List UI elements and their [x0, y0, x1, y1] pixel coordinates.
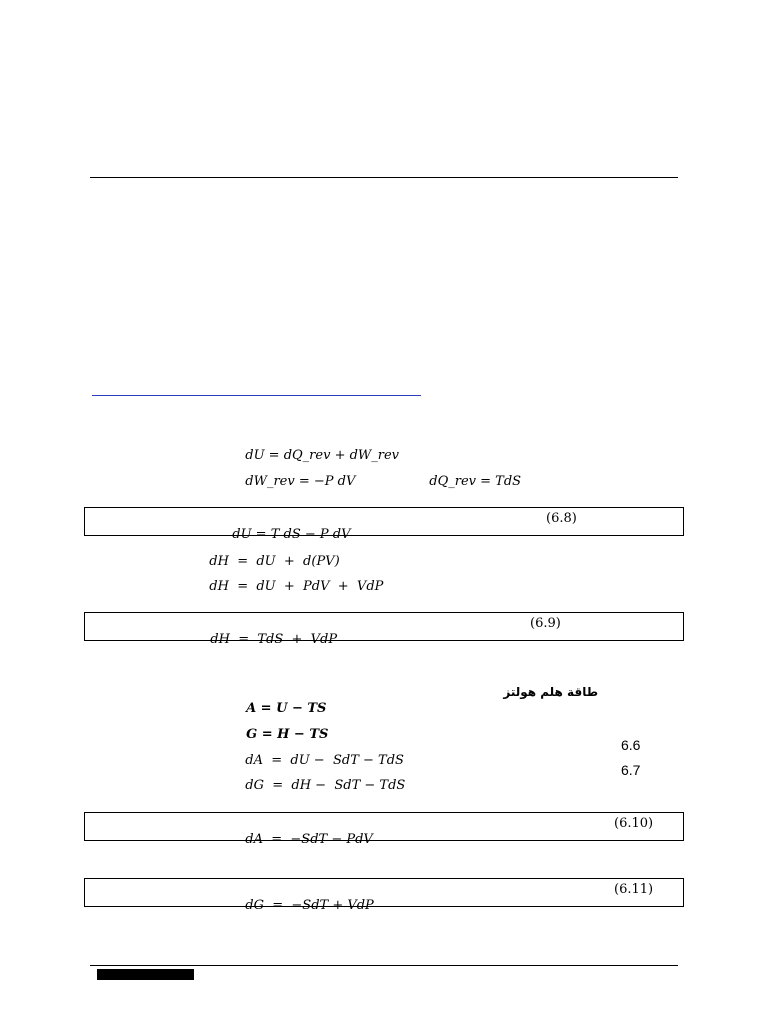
- equation-number-6-10: (6.10): [614, 816, 654, 831]
- header-rule: [90, 177, 678, 178]
- equation-text: dG = −SdT + VdP: [245, 898, 374, 913]
- boxed-equation-6-11: [84, 878, 684, 907]
- equation-dg-final: [237, 882, 374, 914]
- equation-text: dH = TdS + VdP: [210, 632, 338, 647]
- equation-dq-rev: [421, 458, 521, 490]
- equation-text: dH = dU + d(PV): [209, 554, 340, 569]
- equation-text: dG = dH − SdT − TdS: [245, 778, 406, 793]
- helmholtz-label: طاقة هلم هولتز: [503, 685, 598, 699]
- equation-number-6-9: (6.9): [530, 616, 561, 631]
- equation-dh-expanded: [201, 563, 383, 595]
- equation-number-6-11: (6.11): [614, 882, 654, 897]
- equation-number-6-7: 6.7: [621, 762, 641, 778]
- boxed-equation-6-8: [84, 507, 684, 536]
- equation-text: G = H − TS: [246, 727, 329, 742]
- footer-rule: [90, 965, 678, 966]
- equation-text: A = U − TS: [246, 701, 327, 716]
- equation-text: dH = dU + PdV + VdP: [209, 579, 384, 594]
- equation-dg-expanded: [237, 762, 405, 794]
- equation-text: dQ_rev = TdS: [429, 474, 522, 489]
- hyperlink-underline[interactable]: [92, 395, 421, 396]
- equation-text: dA = −SdT − PdV: [245, 832, 373, 847]
- boxed-equation-6-10: [84, 812, 684, 841]
- equation-number-6-6: 6.6: [621, 737, 641, 753]
- equation-da-final: [237, 816, 373, 848]
- equation-text: dU = T dS − P dV: [232, 527, 351, 542]
- equation-dw-rev: [237, 458, 355, 490]
- equation-number-6-8: (6.8): [546, 511, 577, 526]
- equation-dh-final: [202, 616, 337, 648]
- boxed-equation-6-9: [84, 612, 684, 641]
- footer-bar: [97, 969, 194, 980]
- equation-text: dU = dQ_rev + dW_rev: [245, 448, 400, 463]
- equation-text: dA = dU − SdT − TdS: [245, 753, 404, 768]
- equation-text: dW_rev = −P dV: [245, 474, 356, 489]
